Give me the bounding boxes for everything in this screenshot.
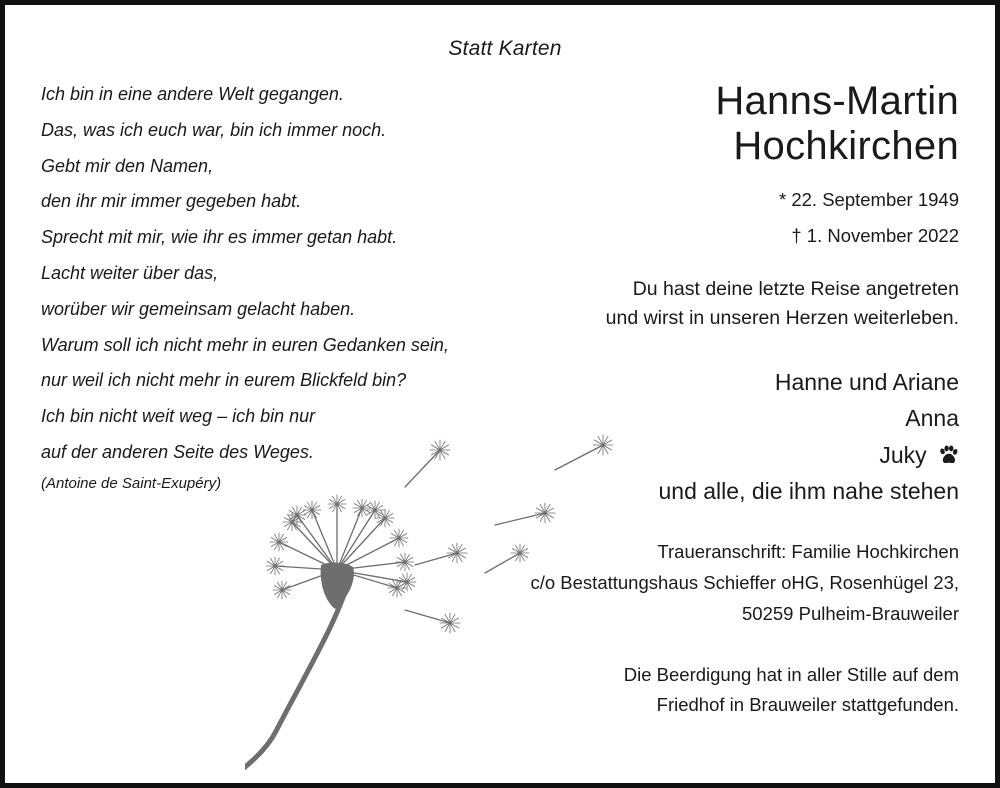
poem-line: Ich bin in eine andere Welt gegangen.: [41, 84, 344, 104]
farewell-message: [439, 275, 959, 333]
poem-line: Gebt mir den Namen,: [41, 155, 214, 176]
poem-line: worüber wir gemeinsam gelacht haben.: [41, 298, 356, 319]
poem-line: den ihr mir immer gegeben habt.: [41, 191, 302, 212]
pet-name: Juky: [879, 441, 927, 468]
poem-line: nur weil ich nicht mehr in eurem Blickfeld bin?: [41, 370, 407, 391]
header-note: Statt Karten: [448, 37, 562, 60]
mourning-address: [439, 536, 959, 629]
poem-attribution: (Antoine de Saint-Exupéry): [41, 474, 222, 492]
address-line: c/o Bestattungshaus Schieffer oHG, Rosenhügel 23,: [530, 572, 959, 594]
right-column: [439, 79, 959, 720]
life-dates: [439, 187, 959, 259]
mourner-line-pet: [439, 437, 959, 473]
message-line: und wirst in unseren Herzen weiterleben.: [605, 307, 959, 329]
poem-line: Sprecht mit mir, wie ihr es immer getan habt.: [41, 227, 398, 248]
mourner-line: Hanne und Ariane: [774, 369, 959, 395]
funeral-line: Die Beerdigung hat in aller Stille auf dem: [623, 664, 959, 686]
message-line: Du hast deine letzte Reise angetreten: [632, 278, 959, 300]
birth-date: * 22. September 1949: [779, 189, 959, 210]
address-line: Traueranschrift: Familie Hochkirchen: [657, 541, 959, 563]
funeral-note: [439, 660, 959, 720]
poem-line: Das, was ich euch war, bin ich immer noch.: [41, 119, 387, 140]
poem-line: Ich bin nicht weit weg – ich bin nur: [41, 406, 316, 427]
mourner-line: und alle, die ihm nahe stehen: [658, 477, 959, 504]
poem-line: Lacht weiter über das,: [41, 262, 219, 283]
mourners: [439, 364, 959, 509]
poem-line: auf der anderen Seite des Weges.: [41, 441, 314, 462]
address-line: 50259 Pulheim-Brauweiler: [742, 603, 959, 625]
paw-print-icon: [937, 444, 959, 466]
death-date: † 1. November 2022: [791, 225, 959, 246]
funeral-line: Friedhof in Brauweiler stattgefunden.: [656, 694, 959, 716]
mourner-line: Anna: [905, 405, 959, 432]
deceased-last-name: Hochkirchen: [733, 124, 959, 168]
poem-line: Warum soll ich nicht mehr in euren Gedanken sein,: [41, 334, 449, 355]
deceased-first-name: Hanns-Martin: [715, 79, 959, 123]
